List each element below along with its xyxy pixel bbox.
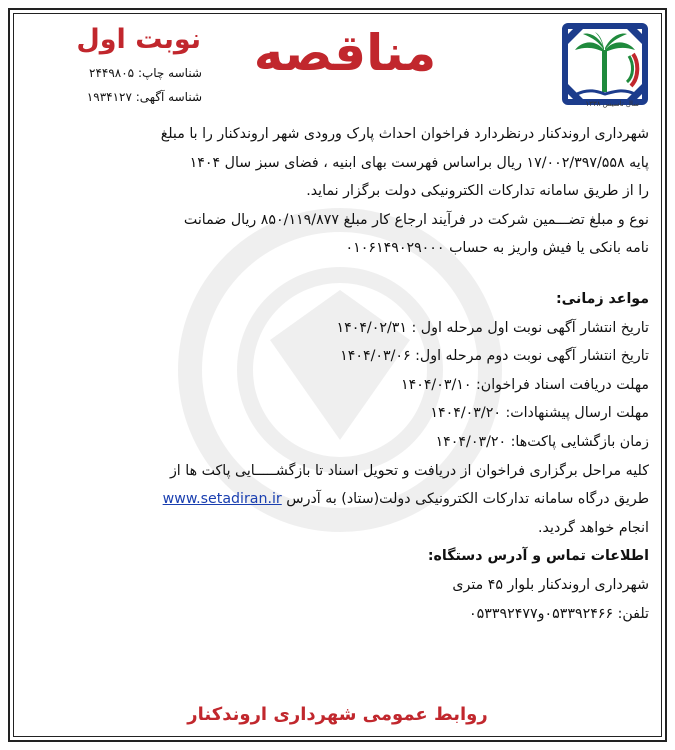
deadlines-heading: مواعد زمانی: xyxy=(555,290,649,307)
para3-text: طریق درگاه سامانه تدارکات الکترونیکی دولت(ستاد) به آدرس xyxy=(286,491,649,508)
deadline-item: مهلت ارسال پیشنهادات: ۱۴۰۴/۰۳/۲۰ xyxy=(430,405,649,422)
setadiran-link[interactable]: www.setadiran.ir xyxy=(162,491,282,508)
notice-round: نوبت اول xyxy=(76,24,201,55)
ad-id: شناسه آگهی: ۱۹۳۴۱۲۷ xyxy=(86,90,202,104)
para2-line: نامه بانکی یا فیش واریز به حساب ۰۱۰۶۱۴۹۰۲۹۰۰۰ xyxy=(345,240,649,257)
spacer xyxy=(26,263,649,285)
deadline-item: تاریخ انتشار آگهی نوبت دوم مرحله اول: ۱۴۰۴/۰۳/۰۶ xyxy=(340,348,649,365)
para1-line: شهرداری اروندکنار درنظردارد فراخوان احداث پارک ورودی شهر اروندکنار را با مبلغ xyxy=(160,126,649,142)
deadline-item: مهلت دریافت اسناد فراخوان: ۱۴۰۴/۰۳/۱۰ xyxy=(400,376,649,393)
para1-line: را از طریق سامانه تدارکات الکترونیکی دولت برگزار نماید. xyxy=(306,183,649,200)
contact-address: شهرداری اروندکنار بلوار ۴۵ متری xyxy=(452,576,649,593)
deadline-item: تاریخ انتشار آگهی نوبت اول مرحله اول : ۱۴۰۴/۰۲/۳۱ xyxy=(336,319,649,336)
notice-body xyxy=(26,120,649,628)
footer-signature: روابط عمومی شهرداری اروندکنار xyxy=(187,704,488,725)
contact-heading: اطلاعات تماس و آدرس دستگاه: xyxy=(427,548,649,565)
para1-line: پایه ۱۷/۰۰۲/۳۹۷/۵۵۸ ریال براساس فهرست بهای ابنیه ، فضای سبز سال ۱۴۰۴ xyxy=(189,154,649,171)
para3-line: کلیه مراحل برگزاری فراخوان از دریافت و تحویل اسناد تا بازگشـــــایی پاکت ها از xyxy=(169,462,649,479)
print-id: شناسه چاپ: ۲۴۴۹۸۰۵ xyxy=(89,66,202,80)
logo-caption: سال تاسیس ۱۳۳۸ xyxy=(585,100,639,108)
para3-line: انجام خواهد گردید. xyxy=(538,519,649,536)
deadline-item: زمان بازگشایی پاکت‌ها: ۱۴۰۴/۰۳/۲۰ xyxy=(435,433,649,450)
para3-line xyxy=(26,485,649,514)
para2-line: نوع و مبلغ تضـــمین شرکت در فرآیند ارجاع کار مبلغ ۸۵۰/۱۱۹/۸۷۷ ریال ضمانت xyxy=(183,211,649,228)
contact-phone: تلفن: ۰۵۳۳۹۲۴۶۶و۰۵۳۳۹۲۴۷۷ xyxy=(469,605,649,622)
notice-title: مناقصه xyxy=(253,24,437,82)
